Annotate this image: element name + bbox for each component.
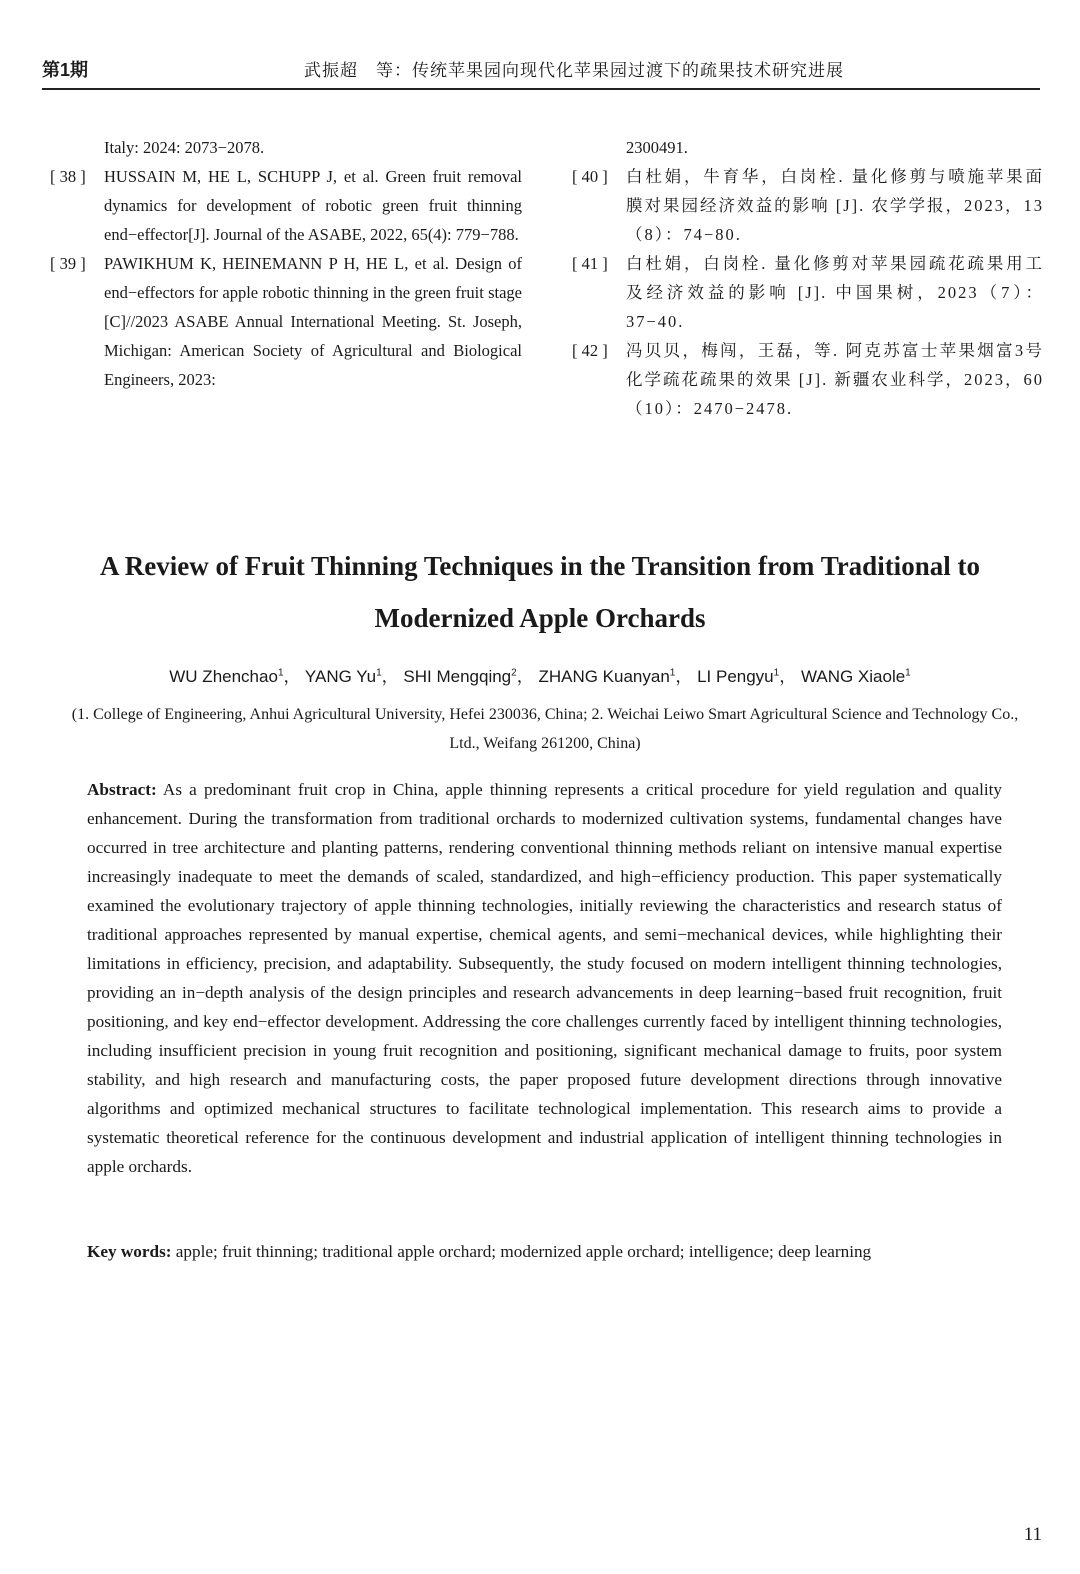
author-affiliation-mark: 1 <box>669 667 676 679</box>
reference-text: 白杜娟，白岗栓. 量化修剪对苹果园疏花疏果用工及经济效益的影响 [J]. 中国果树，2023（7）：37−40. <box>626 254 1044 331</box>
author-name: SHI Mengqing <box>403 667 512 686</box>
reference-number: [ 39 ] <box>50 254 86 273</box>
reference-item <box>572 133 1044 162</box>
abstract-text: As a predominant fruit crop in China, apple thinning represents a critical procedure for yield regulation and quality enhancement. During the transformation from traditional orchards to modernized cultivation systems, fundamental changes have occurred in tree architecture and planting patterns, rendering conventional thinning methods reliant on intensive manual expertise increasingly inadequate to meet the demands of scaled, standardized, and high−efficiency production. This paper systematically examined the evolutionary trajectory of apple thinning technologies, initially reviewing the characteristics and research status of traditional approaches represented by manual expertise, chemical agents, and semi−mechanical devices, while highlighting their limitations in efficiency, precision, and adaptability. Subsequently, the study focused on modern intelligent thinning technologies, providing an in−depth analysis of the design principles and research advancements in deep learning−based fruit recognition, fruit positioning, and key end−effector development. Addressing the core challenges currently faced by intelligent thinning technologies, including insufficient precision in young fruit recognition and positioning, significant mechanical damage to fruits, poor system stability, and high research and manufacturing costs, the paper proposed future development directions through innovative algorithms and optimized mechanical structures to facilitate technological implementation. This research aims to provide a systematic theoretical reference for the continuous development and industrial application of intelligent thinning technologies in apple orchards. <box>87 780 1002 1176</box>
reference-item <box>572 336 1044 423</box>
reference-item <box>50 133 522 162</box>
reference-text: Italy: 2024: 2073−2078. <box>104 138 265 157</box>
author <box>169 667 283 686</box>
author-affiliation-mark: 1 <box>376 667 382 679</box>
issue-number: 第1期 <box>42 60 89 80</box>
keywords-text: apple; fruit thinning; traditional apple orchard; modernized apple orchard; intelligence; deep learning <box>175 1242 872 1261</box>
page-number: 11 <box>1023 1524 1042 1545</box>
author-affiliation-mark: 2 <box>511 667 517 679</box>
reference-item <box>572 249 1044 336</box>
references-right-column <box>572 133 1044 423</box>
author-separator: ， <box>779 667 797 686</box>
running-title: 武振超 等：传统苹果园向现代化苹果园过渡下的疏果技术研究进展 <box>304 61 844 80</box>
reference-text: 白杜娟，牛育华，白岗栓. 量化修剪与喷施苹果面膜对果园经济效益的影响 [J]. 农学学报，2023，13（8）：74−80. <box>626 167 1044 244</box>
author-affiliation-mark: 1 <box>773 667 780 679</box>
author-name: ZHANG Kuanyan <box>538 667 670 686</box>
author-affiliation-mark: 1 <box>277 667 284 679</box>
keywords-label: Key words: <box>87 1242 172 1261</box>
article-title: A Review of Fruit Thinning Techniques in the Transition from Traditional to Modernized Apple Orchards <box>100 551 980 633</box>
author-name: LI Pengyu <box>697 667 774 686</box>
references-left-column <box>50 133 522 394</box>
author <box>305 667 382 686</box>
reference-item <box>572 162 1044 249</box>
author-name: YANG Yu <box>304 667 377 686</box>
keywords <box>87 1237 1002 1266</box>
abstract-label: Abstract: <box>87 780 157 799</box>
author <box>403 667 516 686</box>
reference-text: 冯贝贝，梅闯，王磊，等. 阿克苏富士苹果烟富3号化学疏花疏果的效果 [J]. 新疆农业科学，2023，60（10）：2470−2478. <box>626 341 1044 418</box>
author <box>801 667 911 686</box>
reference-text: HUSSAIN M, HE L, SCHUPP J, et al. Green fruit removal dynamics for development of robotic green fruit thinning end−effector[J]. Journal of the ASABE, 2022, 65(4): 779−788. <box>104 167 522 244</box>
reference-number: [ 42 ] <box>572 341 608 360</box>
affiliations: (1. College of Engineering, Anhui Agricultural University, Hefei 230036, China; 2. Weichai Leiwo Smart Agricultural Science and Technology Co., Ltd., Weifang 261200, China) <box>71 706 1019 752</box>
author-list <box>40 662 1040 687</box>
author-separator: ， <box>516 667 534 686</box>
reference-item <box>50 249 522 394</box>
reference-number: [ 40 ] <box>572 167 608 186</box>
author <box>697 667 779 686</box>
reference-number: [ 38 ] <box>50 167 86 186</box>
reference-item <box>50 162 522 249</box>
author-separator: ， <box>381 667 399 686</box>
reference-number: [ 41 ] <box>572 254 608 273</box>
reference-text: PAWIKHUM K, HEINEMANN P H, HE L, et al. Design of end−effectors for apple robotic thinning in the green fruit stage [C]//2023 ASABE Annual International Meeting. St. Joseph, Michigan: American Society of Agricultural and Biological Engineers, 2023: <box>104 254 522 389</box>
reference-text: 2300491. <box>626 138 688 157</box>
author-separator: ， <box>675 667 693 686</box>
author-name: WU Zhenchao <box>169 667 278 686</box>
author-separator: ， <box>283 667 301 686</box>
author-affiliation-mark: 1 <box>905 667 911 679</box>
author-name: WANG Xiaole <box>800 667 906 686</box>
running-header <box>42 52 1040 90</box>
author <box>538 667 675 686</box>
abstract <box>87 775 1002 1181</box>
